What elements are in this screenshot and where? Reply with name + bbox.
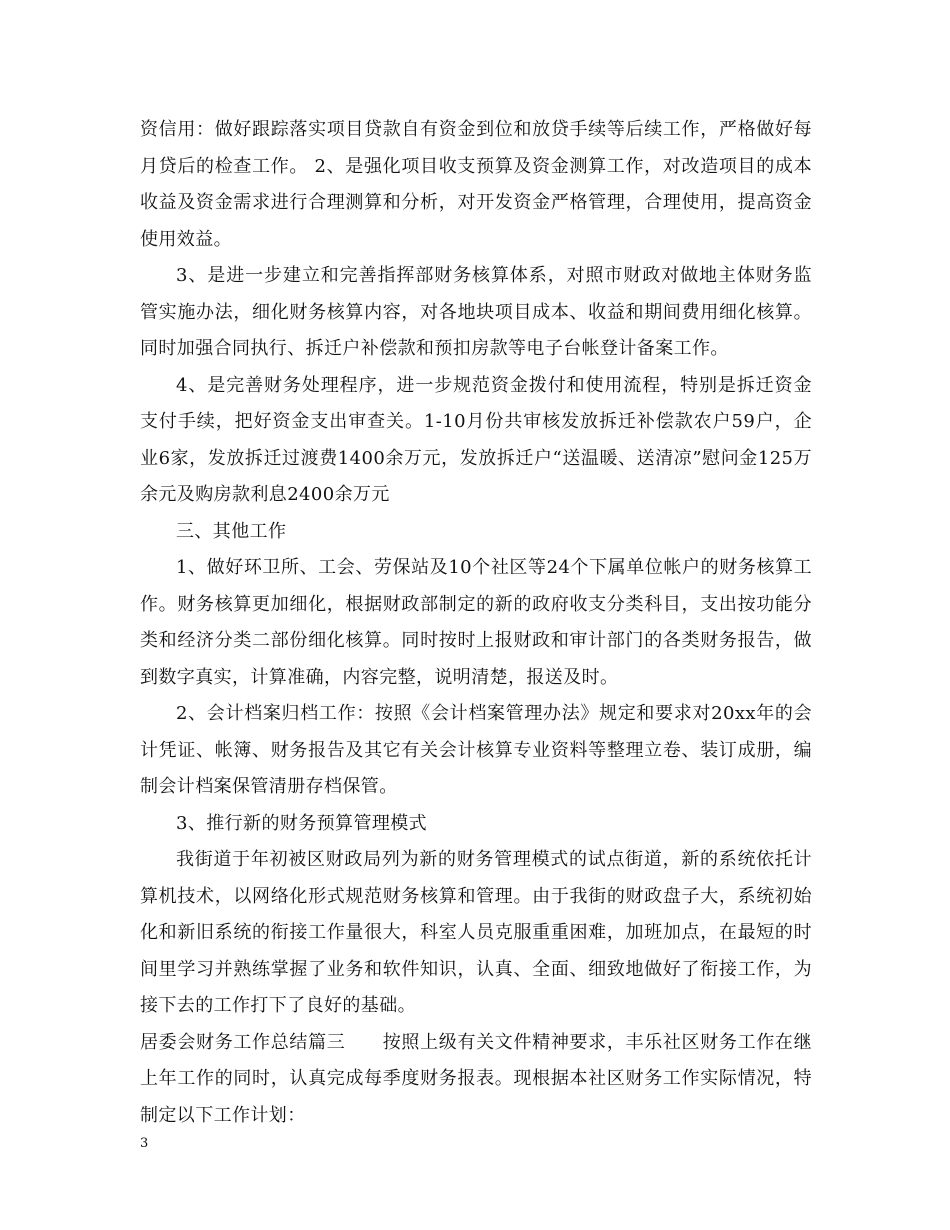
paragraph-9: 居委会财务工作总结篇三 按照上级有关文件精神要求，丰乐社区财务工作在继上年工作的同时，认真完成每季度财务报表。现根据本社区财务工作实际情况，特制定以下工作计划： — [140, 1031, 812, 1126]
page-number: 3 — [140, 1136, 149, 1151]
paragraph-2: 3、是进一步建立和完善指挥部财务核算体系，对照市财政对做地主体财务监管实施办法，细化财务核算内容，对各地块项目成本、收益和期间费用细化核算。同时加强合同执行、拆迁户补偿款和预扣房款等电子台帐登计备案工作。 — [140, 265, 812, 359]
paragraph-7: 3、推行新的财务预算管理模式 — [176, 812, 428, 834]
paragraph-6: 2、会计档案归档工作：按照《会计档案管理办法》规定和要求对20xx年的会计凭证、帐簿、财务报告及其它有关会计核算专业资料等整理立卷、装订成册，编制会计档案保管清册存档保管。 — [140, 703, 812, 797]
document-body — [140, 112, 812, 1134]
paragraph-1: 资信用：做好跟踪落实项目贷款自有资金到位和放贷手续等后续工作，严格做好每月贷后的检查工作。 2、是强化项目收支预算及资金测算工作，对改造项目的成本收益及资金需求进行合理测算和分析，对开发资金严格管理，合理使用，提高资金使用效益。 — [140, 119, 812, 250]
paragraph-8: 我街道于年初被区财政局列为新的财务管理模式的试点街道，新的系统依托计算机技术，以网络化形式规范财务核算和管理。由于我街的财政盘子大，系统初始化和新旧系统的衔接工作量很大，科室人员克服重重困难，加班加点，在最短的时间里学习并熟练掌握了业务和软件知识，认真、全面、细致地做好了衔接工作，为接下去的工作打下了良好的基础。 — [140, 849, 812, 1016]
paragraph-5: 1、做好环卫所、工会、劳保站及10个社区等24个下属单位帐户的财务核算工作。财务核算更加细化，根据财政部制定的新的政府收支分类科目，支出按功能分类和经济分类二部份细化核算。同时按时上报财政和审计部门的各类财务报告，做到数字真实，计算准确，内容完整，说明清楚，报送及时。 — [140, 557, 812, 688]
section-heading-other-work: 三、其他工作 — [176, 520, 287, 542]
paragraph-3: 4、是完善财务处理程序，进一步规范资金拨付和使用流程，特别是拆迁资金支付手续，把好资金支出审查关。1-10月份共审核发放拆迁补偿款农户59户，企业6家，发放拆迁过渡费1400余万元，发放拆迁户“送温暖、送清凉”慰问金125万余元及购房款利息2400余万元 — [140, 374, 812, 505]
